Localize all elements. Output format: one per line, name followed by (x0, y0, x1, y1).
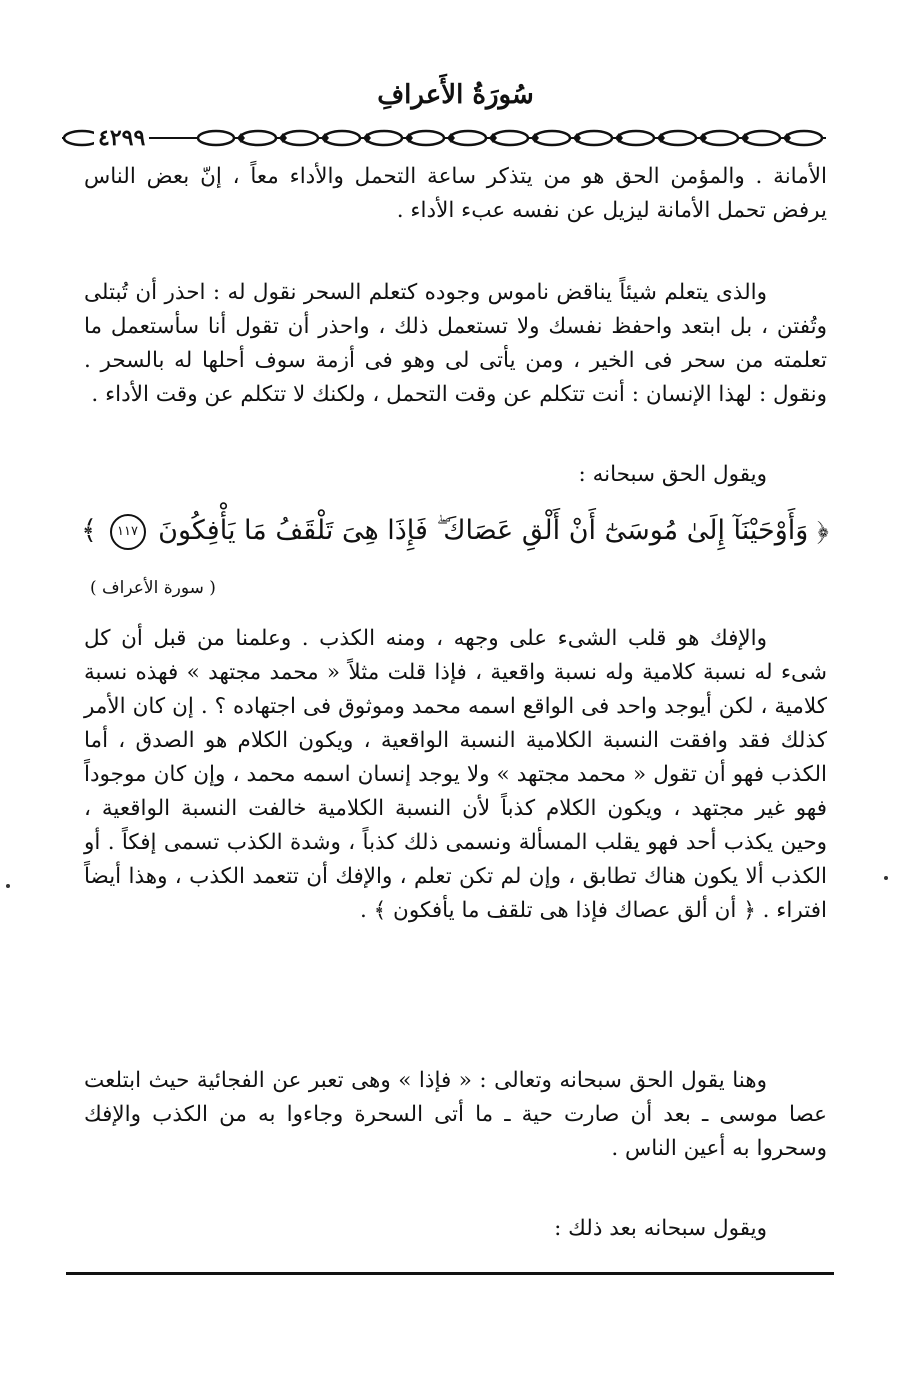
header-ornament-band (62, 124, 826, 152)
paragraph-4-text: والإفك هو قلب الشىء على وجهه ، ومنه الكذب . وعلمنا من قبل أن كل شىء له نسبة كلامية وله نسبة واقعية ، فإذا قلت مثلاً « محمد مجتهد » فهذه نسبة كلامية ، لكن أيوجد واحد فى الواقع اسمه محمد وموثوق فى اجتهاده ؟ . إن كان الأمر كذلك فقد وافقت النسبة الكلامية النسبة الواقعية ، ويكون الكلام هو الصدق ، أما الكذب فهو أن تقول « محمد مجتهد » ولا يوجد إنسان اسمه محمد ، وإن كان موجوداً فهو غير مجتهد ، ويكون الكلام كذباً لأن النسبة الكلامية خالفت النسبة الواقعية ، وحين يكذب أحد فهو يقلب المسألة ونسمى ذلك كذباً ، وشدة الكذب تسمى إفكاً . أو الكذب ألا يكون هناك تطابق ، وإن لم تكن تعلم ، والإفك أن تتعمد الكذب ، وهذا أيضاً افتراء . ﴿ أن ألق عصاك فإذا هى تلقف ما يأفكون ﴾ . (84, 626, 827, 923)
paragraph-1 (84, 160, 827, 228)
verse-reference: ( سورة الأعراف ) (90, 578, 216, 598)
paragraph-6-text: ويقول سبحانه بعد ذلك : (554, 1216, 767, 1241)
verse-close-bracket: ﴾ (81, 515, 97, 546)
paragraph-6 (84, 1212, 827, 1246)
paragraph-5-text: وهنا يقول الحق سبحانه وتعالى : « فإذا » وهى تعبر عن الفجائية حيث ابتلعت عصا موسى ـ بعد أن صارت حية ـ ما أتى السحرة وجاءوا به من الكذب والإفك وسحروا به أعين الناس . (84, 1068, 827, 1161)
paragraph-5 (84, 1064, 827, 1166)
quran-verse (70, 506, 840, 556)
scan-speck (6, 884, 10, 888)
scan-speck (884, 876, 888, 880)
paragraph-4 (84, 622, 827, 928)
verse-open-bracket: ﴿ (816, 515, 829, 546)
page-number: ٤٢٩٩ (94, 124, 149, 152)
paragraph-3-text: ويقول الحق سبحانه : (578, 462, 767, 487)
paragraph-2-text: والذى يتعلم شيئاً يناقض ناموس وجوده كتعلم السحر نقول له : احذر أن تُبتلى وتُفتن ، بل ابتعد واحفظ نفسك ولا تستعمل ذلك ، واحذر أن تقول أنا سأستعمل ما تعلمته من سحر فى الخير ، ومن يأتى لى وهو فى أزمة سوف أحلها له بالسحر . ونقول : لهذا الإنسان : أنت تتكلم عن وقت التحمل ، ولكنك لا تتكلم عن وقت الأداء . (84, 280, 827, 407)
paragraph-1-text: الأمانة . والمؤمن الحق هو من يتذكر ساعة التحمل والأداء معاً ، إنّ بعض الناس يرفض تحمل الأمانة ليزيل عن نفسه عبء الأداء . (84, 164, 827, 223)
paragraph-3 (84, 458, 827, 492)
verse-text: وَأَوْحَيْنَآ إِلَىٰ مُوسَىٰٓ أَنْ أَلْقِ عَصَاكَ ۖ فَإِذَا هِىَ تَلْقَفُ مَا يَأْفِكُونَ (158, 515, 809, 546)
surah-title: سُورَةُ الأَعرافِ (377, 80, 534, 110)
paragraph-2 (84, 276, 827, 412)
bottom-rule (66, 1272, 834, 1275)
verse-number-medallion: ١١٧ (110, 514, 146, 550)
